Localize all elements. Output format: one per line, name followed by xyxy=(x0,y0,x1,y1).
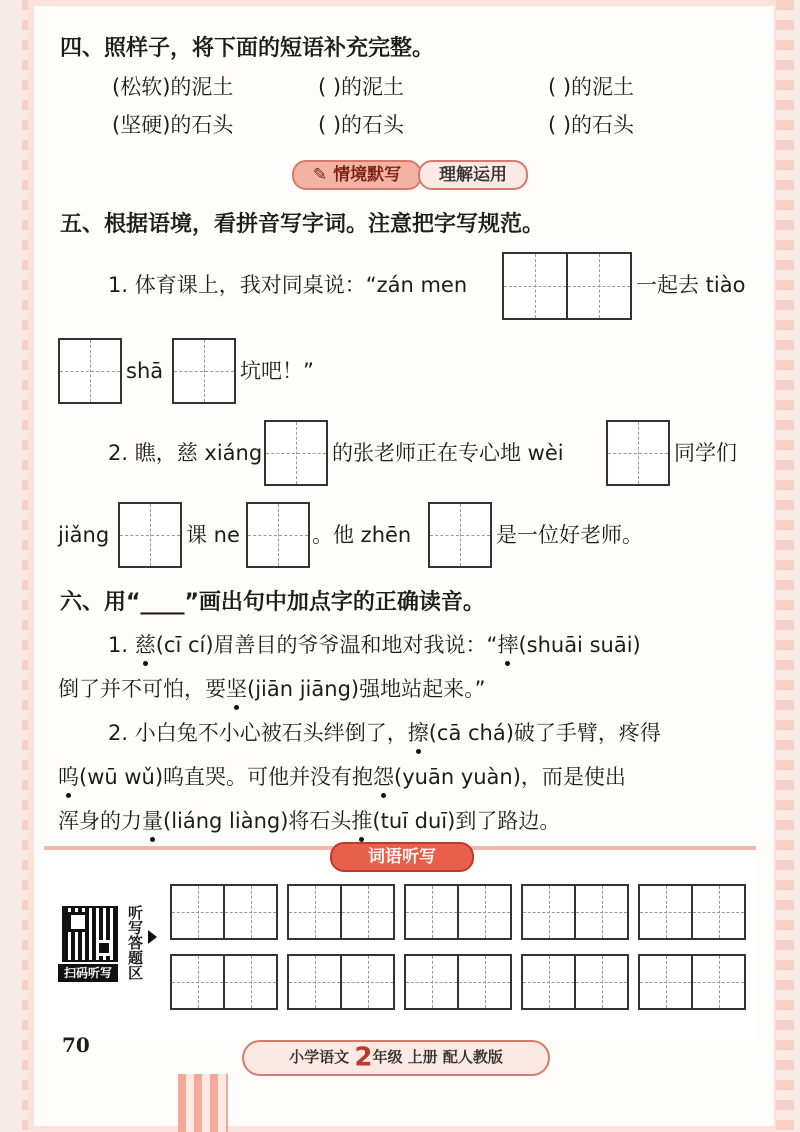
dotted-char: 慈 xyxy=(135,630,156,660)
s5-line4b: 课 ne xyxy=(186,523,240,547)
s6-p5-options2[interactable]: (tuī duī)到了路边。 xyxy=(372,809,561,833)
footer-edition xyxy=(242,1040,550,1076)
s6-line4 xyxy=(58,762,626,792)
dictation-writing-grid[interactable] xyxy=(521,954,629,1010)
s6-p1-num: 1. xyxy=(108,633,129,657)
right-wavy-border xyxy=(776,0,794,1132)
s5-line2b: 坑吧！” xyxy=(240,359,314,383)
writing-grid-tiao[interactable] xyxy=(58,338,122,404)
writing-grid-xiang[interactable] xyxy=(264,420,328,486)
s4-r1-c1: (松软)的泥土 xyxy=(112,75,234,99)
s4-r2-c3[interactable]: ( )的石头 xyxy=(548,113,635,137)
banner-left xyxy=(292,160,422,190)
pencil-icon: ✎ xyxy=(312,165,328,185)
dotted-char: 擦 xyxy=(408,718,429,748)
s6-p3-options[interactable]: (cā chá)破了手臂，疼得 xyxy=(428,721,661,745)
s6-line3 xyxy=(108,718,661,748)
s6-p5-text: 浑身的力 xyxy=(58,809,142,833)
writing-grid-jiang[interactable] xyxy=(118,502,182,568)
section4-title: 四、照样子，将下面的短语补充完整。 xyxy=(60,36,435,61)
dotted-char: 摔 xyxy=(497,630,518,660)
writing-grid-zhen[interactable] xyxy=(428,502,492,568)
dictation-writing-grid[interactable] xyxy=(287,884,395,940)
page-number: 70 xyxy=(62,1033,90,1057)
qr-code-icon[interactable] xyxy=(62,906,118,962)
dotted-char: 量 xyxy=(142,806,163,836)
s5-line4a: jiǎng xyxy=(58,523,110,547)
s6-line2 xyxy=(58,674,485,704)
dictation-title: 词语听写 xyxy=(330,842,474,872)
footer-edition-text: 年级 上册 配人教版 xyxy=(372,1048,503,1066)
arrow-right-icon xyxy=(148,930,157,944)
s4-r2-c1: (坚硬)的石头 xyxy=(112,113,234,137)
footer-subject: 小学语文 xyxy=(289,1048,350,1066)
s6-p2-options[interactable]: (jiān jiāng)强地站起来。” xyxy=(247,677,486,701)
s5-line3a: 2. 瞧，慈 xiáng xyxy=(108,441,263,465)
dictation-writing-grid[interactable] xyxy=(521,884,629,940)
writing-grid-zanmen[interactable] xyxy=(502,252,632,320)
s5-line3c: 同学们 xyxy=(674,441,737,465)
answer-area-label: 听写答题区 xyxy=(128,904,144,982)
s5-line1a: 1. 体育课上，我对同桌说：“zán men xyxy=(108,273,468,297)
dotted-char: 推 xyxy=(351,806,372,836)
dictation-writing-grid[interactable] xyxy=(404,884,512,940)
section6-title: 六、用“____”画出句中加点字的正确读音。 xyxy=(60,590,485,615)
writing-grid-sha[interactable] xyxy=(172,338,236,404)
s6-p4-text[interactable]: (wū wǔ)呜直哭。可他并没有抱 xyxy=(79,765,374,789)
dictation-writing-grid[interactable] xyxy=(404,954,512,1010)
dictation-writing-grid[interactable] xyxy=(638,884,746,940)
dotted-char: 怨 xyxy=(373,762,394,792)
dictation-writing-grid[interactable] xyxy=(170,954,278,1010)
dictation-writing-grid[interactable] xyxy=(287,954,395,1010)
writing-grid-wei[interactable] xyxy=(606,420,670,486)
s6-p3-text: 2. 小白兔不小心被石头绊倒了， xyxy=(108,721,408,745)
s5-line1b: 一起去 tiào xyxy=(636,273,746,297)
s5-line4c: 。他 zhēn xyxy=(312,523,412,547)
s6-p2-text: 倒了并不可怕，要 xyxy=(58,677,226,701)
s5-line3b: 的张老师正在专心地 wèi xyxy=(332,441,564,465)
section5-title: 五、根据语境，看拼音写字词。注意把字写规范。 xyxy=(60,212,545,237)
s6-p1-options[interactable]: (shuāi suāi) xyxy=(518,633,641,657)
qr-label[interactable]: 扫码听写 xyxy=(58,964,118,982)
s6-p4-options[interactable]: (yuān yuàn)，而是使出 xyxy=(394,765,626,789)
banner-left-label: 情境默写 xyxy=(333,165,402,185)
dictation-writing-grid[interactable] xyxy=(170,884,278,940)
decorative-stripes xyxy=(178,1074,228,1132)
dictation-writing-grid[interactable] xyxy=(638,954,746,1010)
writing-grid-ne[interactable] xyxy=(246,502,310,568)
footer-grade: 2 xyxy=(354,1042,373,1073)
s6-p1-text[interactable]: (cī cí)眉善目的爷爷温和地对我说：“ xyxy=(155,633,498,657)
s6-p5-options[interactable]: (liáng liàng)将石头 xyxy=(163,809,352,833)
s5-line2a: shā xyxy=(126,359,164,383)
s6-line1 xyxy=(108,630,641,660)
s4-r1-c3[interactable]: ( )的泥土 xyxy=(548,75,635,99)
s5-line4d: 是一位好老师。 xyxy=(496,523,643,547)
s4-r2-c2[interactable]: ( )的石头 xyxy=(318,113,405,137)
dotted-char: 呜 xyxy=(58,762,79,792)
s4-r1-c2[interactable]: ( )的泥土 xyxy=(318,75,405,99)
banner-right: 理解运用 xyxy=(418,160,528,190)
s6-line5 xyxy=(58,806,560,836)
dotted-char: 坚 xyxy=(226,674,247,704)
